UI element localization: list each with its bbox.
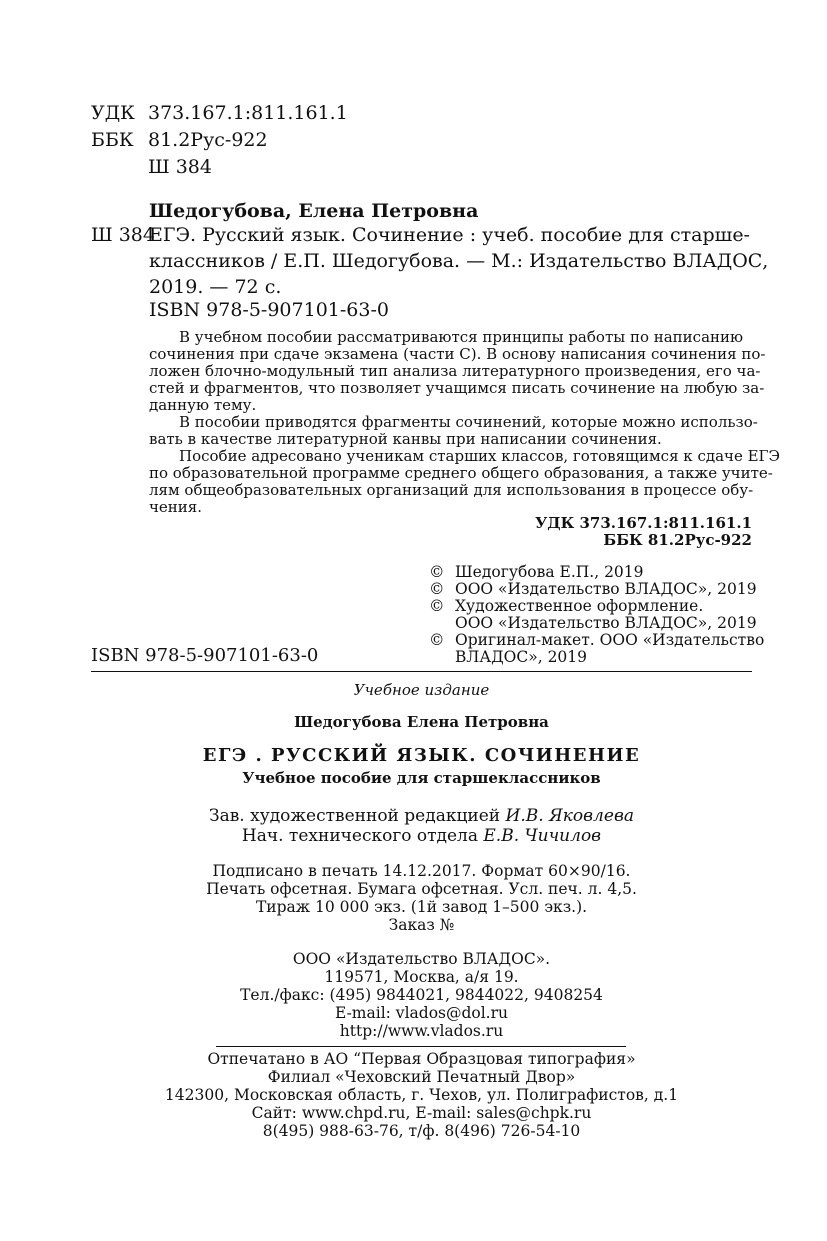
- art-editor-name: И.В. Яковлева: [505, 806, 634, 826]
- isbn-bottom: ISBN 978-5-907101-63-0: [91, 645, 319, 666]
- printer-line: Филиал «Чеховский Печатный Двор»: [267, 1068, 576, 1086]
- printer-line: 142300, Московская область, г. Чехов, ул. Полиграфистов, д.1: [164, 1086, 679, 1104]
- book-subtitle: Учебное пособие для старшеклассников: [242, 769, 601, 787]
- entry-description-line: ЕГЭ. Русский язык. Сочинение : учеб. пособие для старше-: [149, 224, 750, 246]
- bbk-value: 81.2Рус-922: [148, 129, 268, 151]
- copyright-line: © Шедогубова Е.П., 2019: [429, 563, 644, 581]
- copyright-icon: ©: [429, 597, 445, 615]
- divider-short: [216, 1046, 626, 1047]
- publisher-line: E-mail: vlados@dol.ru: [334, 1004, 509, 1022]
- abstract-line: чения.: [149, 498, 203, 516]
- entry-isbn: ISBN 978-5-907101-63-0: [149, 299, 389, 321]
- publisher-line: ООО «Издательство ВЛАДОС».: [292, 950, 551, 968]
- printer-info: [91, 1050, 752, 1140]
- entry-description: [149, 222, 768, 300]
- copyright-line: © ООО «Издательство ВЛАДОС», 2019: [429, 580, 757, 598]
- copyright-line: © Оригинал-макет. ООО «Издательство: [429, 631, 765, 649]
- udk-bbk-summary: [535, 515, 752, 549]
- edition-type: Учебное издание: [353, 681, 490, 699]
- bbk-bold: ББК 81.2Рус-922: [603, 531, 752, 549]
- abstract-line: вать в качестве литературной канвы при написании сочинения.: [149, 430, 662, 448]
- divider: [91, 671, 752, 672]
- staff-credits: [91, 806, 752, 846]
- classification-codes: [91, 100, 348, 181]
- publisher-line: Тел./факс: (495) 9844021, 9844022, 9408254: [240, 986, 603, 1004]
- udk-label: УДК: [91, 102, 135, 124]
- entry-description-line: классников / Е.П. Шедогубова. — М.: Издательство ВЛАДОС,: [149, 250, 769, 272]
- print-line: Подписано в печать 14.12.2017. Формат 60×90/16.: [212, 862, 631, 880]
- copyright-icon: ©: [429, 563, 445, 581]
- udk-row: [91, 100, 348, 127]
- printer-line: 8(495) 988-63-76, т/ф. 8(496) 726-54-10: [262, 1122, 581, 1140]
- print-line: Печать офсетная. Бумага офсетная. Усл. печ. л. 4,5.: [206, 880, 637, 898]
- copyright-icon: ©: [429, 580, 445, 598]
- abstract-line: данную тему.: [149, 396, 257, 414]
- abstract-line: сочинения при сдаче экзамена (части С). В основу написания сочинения по-: [149, 345, 766, 363]
- abstract: [149, 328, 780, 516]
- art-editor-credit: Зав. художественной редакцией И.В. Яковлева: [209, 806, 634, 826]
- copyright-line-cont: ВЛАДОС», 2019: [455, 648, 588, 666]
- udk-value: 373.167.1:811.161.1: [148, 102, 348, 124]
- author-mark-row: [91, 154, 348, 181]
- print-line: Тираж 10 000 экз. (1й завод 1–500 экз.).: [255, 898, 588, 916]
- print-line: Заказ №: [388, 916, 455, 934]
- copyright-icon: ©: [429, 631, 445, 649]
- printer-line: Отпечатано в АО “Первая Образцовая типография»: [207, 1050, 636, 1068]
- entry-description-line: 2019. — 72 с.: [149, 276, 282, 298]
- abstract-line: Пособие адресовано ученикам старших классов, готовящимся к сдаче ЕГЭ: [179, 447, 780, 465]
- publisher-info: [91, 950, 752, 1040]
- tech-head-name: Е.В. Чичилов: [483, 826, 602, 846]
- entry-author: Шедогубова, Елена Петровна: [149, 200, 479, 222]
- copyright-line: © Художественное оформление.: [429, 597, 704, 615]
- abstract-line: В учебном пособии рассматриваются принципы работы по написанию: [179, 328, 744, 346]
- copyright-line-cont: ООО «Издательство ВЛАДОС», 2019: [455, 614, 757, 632]
- abstract-line: В пособии приводятся фрагменты сочинений, которые можно использо-: [179, 413, 758, 431]
- entry-cipher: Ш 384: [91, 224, 155, 246]
- author-mark: Ш 384: [148, 156, 212, 178]
- copyright-block: [429, 564, 764, 666]
- udk-bold: УДК 373.167.1:811.161.1: [535, 514, 752, 532]
- bbk-row: [91, 127, 348, 154]
- abstract-line: по образовательной программе среднего общего образования, а также учите-: [149, 464, 773, 482]
- publisher-line: http://www.vlados.ru: [339, 1022, 504, 1040]
- tech-head-credit: Нач. технического отдела Е.В. Чичилов: [241, 826, 602, 846]
- abstract-line: стей и фрагментов, что позволяет учащимся писать сочинение на любую за-: [149, 379, 765, 397]
- printer-line: Сайт: www.chpd.ru, E-mail: sales@chpk.ru: [251, 1104, 592, 1122]
- abstract-line: лям общеобразовательных организаций для использования в процессе обу-: [149, 481, 754, 499]
- abstract-line: ложен блочно-модульный тип анализа литературного произведения, его ча-: [149, 362, 761, 380]
- book-title: ЕГЭ . РУССКИЙ ЯЗЫК. СОЧИНЕНИЕ: [202, 745, 641, 766]
- colophon-author: Шедогубова Елена Петровна: [294, 713, 549, 731]
- bbk-label: ББК: [91, 129, 134, 151]
- publisher-line: 119571, Москва, а/я 19.: [324, 968, 519, 986]
- print-details: [91, 862, 752, 934]
